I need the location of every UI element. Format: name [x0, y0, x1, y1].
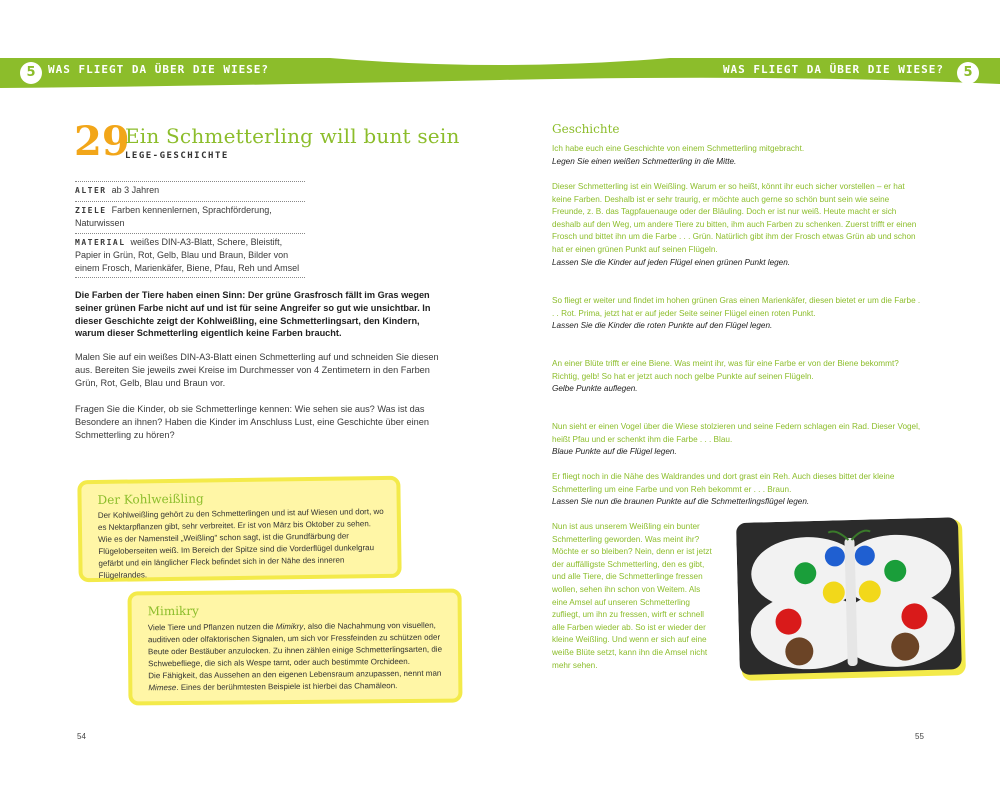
story-text: An einer Blüte trifft er eine Biene. Was meint ihr, was für eine Farbe er von der Biene bekommt? Richtig, gelb! So hat er jetzt auch noch gelbe Punkte auf seinen Flügeln. — [552, 359, 899, 381]
story-text: Nun sieht er einen Vogel über die Wiese stolzieren und seine Federn schlagen ein Rad. Dieser Vogel, heißt Pfau und er schenkt ihm die Farbe . . . Blau. — [552, 422, 921, 444]
term-italic: Mimese — [148, 683, 177, 693]
question-paragraph: Fragen Sie die Kinder, ob sie Schmetterlinge kennen: Wie sehen sie aus? Was ist das Besondere an ihnen? Haben die Kinder im Anschluss Lust, eine Geschichte über einen Schmetterling zu hören? — [75, 404, 429, 440]
info-box-text: Der Kohlweißling gehört zu den Schmetterlingen und ist auf Wiesen und dort, wo es Nektarpflanzen gibt, sehr verbreitet. Er ist von März bis Oktober zu sehen. Wie es der Namensteil „Weißling" schon sagt, ist die Grundfärbung der Flügeloberseiten weiß. Im Bereich der Spitze sind die Vorderflügel dunkelgrau gefärbt und ein länglicher Fleck befindet sich in der Nähe des inneren Flügelrandes. — [97, 506, 384, 580]
info-key: ALTER — [75, 186, 107, 195]
running-title-right: WAS FLIEGT DA ÜBER DIE WIESE? — [722, 63, 944, 76]
info-box-kohlweissling — [77, 476, 401, 582]
chapter-number-badge-right: 5 — [957, 62, 979, 84]
info-key: MATERIAL — [75, 237, 126, 247]
activity-info-table — [75, 181, 305, 278]
story-paragraph — [552, 471, 924, 509]
info-box-title: Der Kohlweißling — [97, 491, 204, 507]
story-instruction: Lassen Sie nun die braunen Punkte auf die Schmetterlingsflügel legen. — [552, 497, 810, 507]
info-box-text — [148, 620, 447, 695]
info-box-mimikry — [128, 589, 463, 706]
story-text: Nun ist aus unserem Weißling ein bunter Schmetterling geworden. Was meint ihr? Möchte er so bleiben? Nein, denn er ist jetzt der auffälligste Schmetterling, den es gibt, und alle Tiere, die Schmetterlinge fressen wollen, sehen ihn schon von Weitem. Als eine Amsel auf unseren Schmetterling zufliegt, um ihn zu fressen, wirft er schnell alle Farben wieder ab. So ist er wieder der kleine Weißling. Und wenn er sich auf eine weiße Blüte setzt, kann ihn die Amsel nicht mehr sehen. — [552, 522, 712, 670]
story-paragraph — [552, 421, 924, 459]
page-number-left: 54 — [77, 732, 86, 741]
text-segment: , also die Nachahmung von visuellen, auditiven oder olfaktorischen Signalen, um sich vor Fressfeinden zu schützen oder Beute oder Bestäuber anzulocken. Zu ihnen zählen einige Schmetterlingsarten, die Schwebefliege, die sich als Wespe tarnt, oder auch bestimmte Orchideen. — [147, 620, 443, 669]
story-text: Dieser Schmetterling ist ein Weißling. Warum er so heißt, könnt ihr euch sicher vorstellen – er hat keine Farben. Deshalb ist er sehr traurig, er möchte auch gerne so schön bunt sein wie seine Freunde, z. B. das Tagpfauenauge oder der Bläuling. Doch er ist nur weiß. Heute macht er sich deshalb auf den Weg, um andere Tiere zu bitten, ihm auch Farben zu schenken. Zuerst trifft er einen Frosch und bittet ihn um die Farbe . . . Grün. Natürlich gibt ihm der Frosch etwas Grün ab und schon hat er einen grünen Punkt auf seinen Flügeln. — [552, 182, 917, 254]
info-box-title: Mimikry — [147, 603, 199, 619]
story-heading: Geschichte — [552, 122, 620, 136]
story-paragraph — [552, 181, 924, 269]
info-value: Farben kennenlernen, Sprachförderung, Naturwissen — [75, 204, 272, 228]
story-instruction: Lassen Sie die Kinder auf jeden Flügel einen grünen Punkt legen. — [552, 257, 791, 267]
story-paragraph — [552, 143, 924, 168]
info-row-age — [75, 181, 305, 201]
info-row-goals — [75, 201, 305, 233]
story-instruction: Gelbe Punkte auflegen. — [552, 384, 638, 394]
text-segment: Die Fähigkeit, das Aussehen an den eigenen Lebensraum anzupassen, nennt man — [148, 668, 442, 681]
info-value: weißes DIN-A3-Blatt, Schere, Bleistift, Papier in Grün, Rot, Gelb, Blau und Braun, Bilder von einem Frosch, Marienkäfer, Biene, Pfau, Reh und Amsel — [75, 236, 300, 273]
butterfly-photo — [736, 517, 968, 683]
info-key: ZIELE — [75, 205, 107, 215]
text-segment: . Eines der berühmtesten Beispiele ist hierbei das Chamäleon. — [176, 681, 398, 693]
story-text: Ich habe euch eine Geschichte von einem Schmetterling mitgebracht. — [552, 144, 805, 153]
instruction-paragraph: Malen Sie auf ein weißes DIN-A3-Blatt einen Schmetterling auf und schneiden Sie diesen aus. Bereiten Sie jeweils zwei Kreise im Durchmesser von 4 Zentimetern in den Farben Grün, Rot, Gelb, Blau und Braun vor. — [75, 352, 439, 388]
page-number-right: 55 — [915, 732, 924, 741]
story-paragraph — [552, 521, 714, 672]
butterfly-illustration — [736, 517, 968, 683]
info-row-material — [75, 233, 305, 279]
activity-title: Ein Schmetterling will bunt sein — [125, 124, 460, 148]
story-instruction: Lassen Sie die Kinder die roten Punkte auf den Flügel legen. — [552, 321, 773, 331]
chapter-header-band — [0, 0, 1000, 100]
intro-paragraph: Die Farben der Tiere haben einen Sinn: Der grüne Grasfrosch fällt im Gras wegen seiner grünen Farbe nicht auf und ist für seine Angreifer so gut wie unsichtbar. In dieser Geschichte zeigt der Kohlweißling, eine Schmetterlingsart, den Kindern, warum dieser Schmetterling eigentlich keine Farben braucht. — [75, 290, 431, 339]
chapter-number-badge-left: 5 — [20, 62, 42, 84]
header-band-shape — [0, 0, 1000, 100]
activity-number: 29 — [74, 118, 130, 165]
info-value: ab 3 Jahren — [111, 185, 160, 195]
story-paragraph — [552, 358, 924, 396]
term-italic: Mimikry — [275, 621, 304, 632]
story-text: So fliegt er weiter und findet im hohen grünen Gras einen Marienkäfer, diesen bietet er um die Farbe . . . Rot. Prima, jetzt hat er auf jeder Seite seiner Flügel einen roten Punkt. — [552, 296, 921, 318]
text-segment: Viele Tiere und Pflanzen nutzen die — [147, 622, 276, 633]
story-paragraph — [552, 295, 924, 333]
story-instruction: Blaue Punkte auf die Flügel legen. — [552, 447, 677, 457]
activity-subtitle: LEGE-GESCHICHTE — [125, 151, 229, 161]
story-text: Er fliegt noch in die Nähe des Waldrandes und dort grast ein Reh. Auch dieses bittet der kleine Schmetterling um eine Farbe und von Reh bekommt er . . . Braun. — [552, 472, 895, 494]
story-instruction: Legen Sie einen weißen Schmetterling in die Mitte. — [552, 156, 737, 166]
running-title-left: WAS FLIEGT DA ÜBER DIE WIESE? — [48, 63, 270, 76]
